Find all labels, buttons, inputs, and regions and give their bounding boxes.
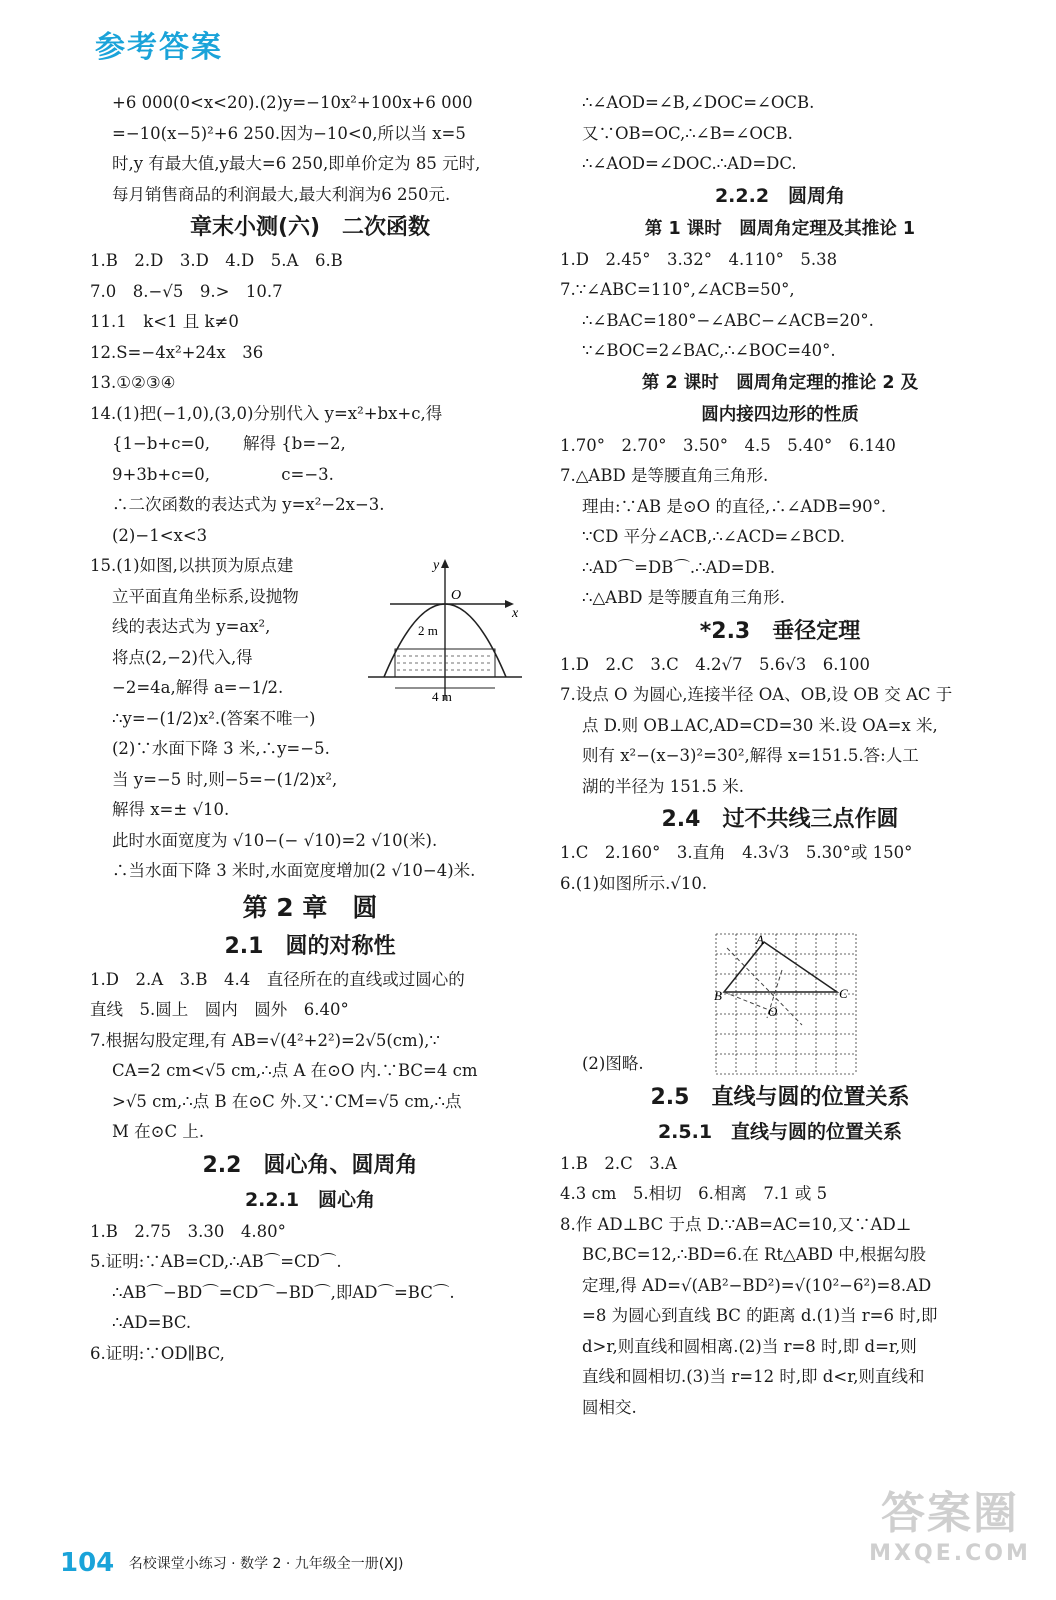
answer-line: 直线 5.圆上 圆内 圆外 6.40°: [90, 1000, 349, 1019]
answer-line: ∴AD=BC.: [112, 1313, 192, 1332]
y-arrow: [441, 559, 449, 568]
answer-line: (2)−1<x<3: [112, 525, 208, 545]
answer-line: 6.证明:∵OD∥BC,: [90, 1343, 225, 1363]
answer-line: 直线和圆相切.(3)当 r=12 时,即 d<r,则直线和: [582, 1367, 925, 1386]
answer-line: 线的表达式为 y=ax²,: [112, 617, 271, 636]
section-heading: 2.4 过不共线三点作圆: [661, 807, 899, 832]
answer-line: 立平面直角坐标系,设抛物: [112, 586, 299, 606]
section-heading: 2.2 圆心角、圆周角: [202, 1152, 418, 1178]
answer-line: 解得 x=± √10.: [112, 800, 230, 819]
answer-line: =−10(x−5)²+6 250.因为−10<0,所以当 x=5: [112, 123, 466, 143]
answer-line: 7.∵∠ABC=110°,∠ACB=50°,: [560, 280, 795, 299]
answer-line: 湖的半径为 151.5 米.: [582, 776, 744, 796]
triangle-abc: [724, 942, 837, 992]
section-heading: 2.1 圆的对称性: [224, 933, 396, 959]
point-c-label: C: [839, 986, 848, 1001]
radius-ob: [724, 992, 774, 1012]
parabola-bridge-figure: [360, 555, 530, 705]
watermark-url: MXQE.COM: [869, 1541, 1031, 1566]
answer-line: ∴△ABD 是等腰直角三角形.: [582, 588, 785, 607]
answer-line: CA=2 cm<√5 cm,∴点 A 在⊙O 内.∵BC=4 cm: [112, 1061, 478, 1080]
section-heading: 第 2 章 圆: [242, 892, 378, 922]
answer-line: 1.70° 2.70° 3.50° 4.5 5.40° 6.140: [560, 435, 896, 455]
answer-line: 14.(1)把(−1,0),(3,0)分别代入 y=x²+bx+c,得: [90, 403, 443, 423]
book-title: 名校课堂小练习 · 数学 2 · 九年级全一册(XJ): [128, 1556, 404, 1572]
answer-line: 1.B 2.D 3.D 4.D 5.A 6.B: [90, 251, 343, 270]
y-axis-label: y: [433, 558, 440, 573]
answer-line: +6 000(0<x<20).(2)y=−10x²+100x+6 000: [112, 93, 473, 112]
answer-line: 1.D 2.A 3.B 4.4 直径所在的直线或过圆心的: [90, 969, 465, 989]
answer-line: 则有 x²−(x−3)²=30²,解得 x=151.5.答:人工: [582, 746, 919, 765]
answer-line: 1.B 2.C 3.A: [560, 1153, 677, 1173]
watermark-text: 答案圈: [881, 1488, 1019, 1539]
answer-line: ∴y=−(1/2)x².(答案不唯一): [112, 708, 316, 728]
point-o-label: O: [768, 1004, 778, 1019]
page-header-title: 参考答案: [95, 30, 223, 65]
section-heading: *2.3 垂径定理: [699, 618, 861, 644]
answer-line: BC,BC=12,∴BD=6.在 Rt△ABD 中,根据勾股: [582, 1245, 927, 1264]
answer-line: 1.D 2.45° 3.32° 4.110° 5.38: [560, 249, 838, 269]
section-heading: 2.5.1 直线与圆的位置关系: [657, 1120, 903, 1143]
x-axis-label: x: [512, 606, 519, 621]
answer-line: ∴二次函数的表达式为 y=x²−2x−3.: [112, 495, 385, 514]
width-label: 4 m: [432, 689, 452, 704]
answer-line: 12.S=−4x²+24x 36: [90, 342, 264, 362]
page-number: 104: [60, 1548, 115, 1578]
answer-line: 将点(2,−2)代入,得: [112, 647, 253, 667]
answer-line: −2=4a,解得 a=−1/2.: [112, 678, 284, 697]
answer-line: 9+3b+c=0, c=−3.: [112, 464, 334, 484]
answer-line: ∵CD 平分∠ACB,∴∠ACD=∠BCD.: [582, 527, 846, 546]
section-heading: 2.2.1 圆心角: [244, 1188, 376, 1211]
right-column: [560, 88, 1000, 1423]
answer-line: ∴AD⌒=DB⌒.∴AD=DB.: [582, 557, 776, 577]
answer-line: 13.①②③④: [90, 373, 176, 392]
answer-line: 7.根据勾股定理,有 AB=√(4²+2²)=2√5(cm),∵: [90, 1030, 440, 1050]
answer-line: 15.(1)如图,以拱顶为原点建: [90, 556, 294, 575]
answer-line: (2)∵水面下降 3 米,∴y=−5.: [112, 739, 330, 758]
section-heading: 2.5 直线与圆的位置关系: [650, 1084, 910, 1110]
grid-lines: [716, 934, 856, 1074]
height-label: 2 m: [418, 623, 438, 638]
answer-line: 此时水面宽度为 √10−(− √10)=2 √10(米).: [112, 830, 438, 850]
watermark-logo: [860, 1488, 1040, 1588]
answer-line: d>r,则直线和圆相离.(2)当 r=8 时,即 d=r,则: [582, 1336, 917, 1356]
answer-line: 每月销售商品的利润最大,最大利润为6 250元.: [112, 184, 451, 204]
answer-line: 7.△ABD 是等腰直角三角形.: [560, 466, 769, 485]
point-a-label: A: [756, 932, 764, 947]
section-heading: 章末小测(六) 二次函数: [189, 215, 431, 240]
answer-line: =8 为圆心到直线 BC 的距离 d.(1)当 r=6 时,即: [582, 1306, 938, 1325]
answer-line: (2)图略.: [582, 1054, 644, 1073]
answer-line: 圆相交.: [582, 1397, 637, 1417]
answer-line: ∴当水面下降 3 米时,水面宽度增加(2 √10−4)米.: [112, 861, 476, 880]
origin-label: O: [451, 588, 462, 603]
section-heading: 2.2.2 圆周角: [714, 184, 846, 207]
answer-line: ∴∠BAC=180°−∠ABC−∠ACB=20°.: [582, 310, 874, 330]
answer-line: 理由:∵AB 是⊙O 的直径,∴∠ADB=90°.: [582, 496, 887, 516]
left-column: [90, 88, 530, 1369]
answer-line: ∴∠AOD=∠DOC.∴AD=DC.: [582, 154, 797, 173]
answer-line: ∴∠AOD=∠B,∠DOC=∠OCB.: [582, 93, 815, 112]
section-heading: 第 2 课时 圆周角定理的推论 2 及: [641, 372, 919, 393]
answer-line: {1−b+c=0, 解得 {b=−2,: [112, 434, 346, 453]
answer-line: 时,y 有最大值,y最大=6 250,即单价定为 85 元时,: [112, 154, 481, 173]
answer-line: 当 y=−5 时,则−5=−(1/2)x²,: [112, 769, 338, 789]
answer-line: 7.0 8.−√5 9.> 10.7: [90, 281, 283, 301]
answer-line: ∴AB⌒−BD⌒=CD⌒−BD⌒,即AD⌒=BC⌒.: [112, 1282, 455, 1302]
answer-line: 1.C 2.160° 3.直角 4.3√3 5.30°或 150°: [560, 843, 913, 862]
answer-line: 又∵OB=OC,∴∠B=∠OCB.: [582, 123, 793, 143]
answer-line: M 在⊙C 上.: [112, 1122, 205, 1141]
grid-circle-figure: [712, 930, 860, 1078]
answer-line: >√5 cm,∴点 B 在⊙C 外.又∵CM=√5 cm,∴点: [112, 1091, 462, 1111]
section-heading: 圆内接四边形的性质: [701, 404, 859, 425]
answer-line: 6.(1)如图所示.√10.: [560, 873, 708, 893]
point-b-label: B: [714, 988, 722, 1003]
answer-line: 7.设点 O 为圆心,连接半径 OA、OB,设 OB 交 AC 于: [560, 685, 953, 704]
answer-line: 1.D 2.C 3.C 4.2√7 5.6√3 6.100: [560, 654, 870, 674]
answer-line: 4.3 cm 5.相切 6.相离 7.1 或 5: [560, 1184, 828, 1203]
answer-line: 点 D.则 OB⊥AC,AD=CD=30 米.设 OA=x 米,: [582, 715, 938, 735]
page-footer: [60, 1548, 403, 1578]
answer-line: 11.1 k<1 且 k≠0: [90, 312, 239, 331]
answer-line: 1.B 2.75 3.30 4.80°: [90, 1221, 286, 1241]
section-heading: 第 1 课时 圆周角定理及其推论 1: [644, 218, 916, 239]
answer-line: 5.证明:∵AB=CD,∴AB⌒=CD⌒.: [90, 1252, 342, 1271]
answer-line: ∵∠BOC=2∠BAC,∴∠BOC=40°.: [582, 341, 836, 360]
answer-line: 8.作 AD⊥BC 于点 D.∵AB=AC=10,又∵AD⊥: [560, 1214, 912, 1234]
answer-line: 定理,得 AD=√(AB²−BD²)=√(10²−6²)=8.AD: [582, 1275, 932, 1295]
